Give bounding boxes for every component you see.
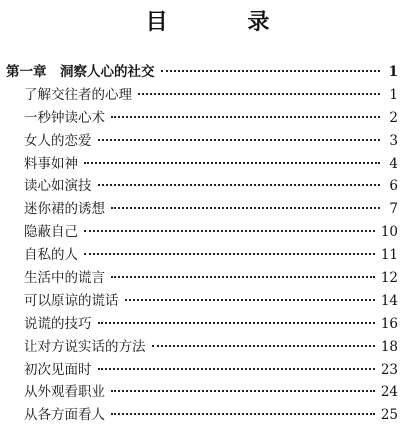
toc-entry[interactable] — [6, 336, 398, 359]
toc-entry[interactable] — [6, 130, 398, 153]
entry-title: 初次见面时 — [24, 361, 92, 378]
entry-title: 女人的恋爱 — [24, 132, 92, 149]
page-number: 3 — [389, 132, 398, 149]
page-number: 14 — [380, 292, 398, 309]
entry-title: 可以原谅的谎话 — [24, 292, 119, 309]
entry-title: 读心如演技 — [24, 178, 92, 195]
entry-title: 说谎的技巧 — [24, 315, 92, 332]
toc-entry[interactable] — [6, 221, 398, 244]
dot-leader — [98, 139, 381, 141]
dot-leader — [111, 276, 375, 278]
toc-entry[interactable] — [6, 175, 398, 198]
page-number: 10 — [380, 224, 398, 241]
dot-leader — [98, 184, 381, 186]
page-number: 16 — [380, 315, 398, 332]
page-number: 7 — [389, 201, 398, 218]
dot-leader — [84, 253, 375, 255]
entry-title: 料事如神 — [24, 155, 78, 172]
page-title: 目 录 — [145, 9, 306, 35]
page-number: 23 — [380, 361, 398, 378]
dot-leader — [98, 368, 375, 370]
page-number: 12 — [380, 270, 398, 287]
entry-title: 迷你裙的诱想 — [24, 201, 105, 218]
entry-title: 从各方面看人 — [24, 407, 105, 424]
page-number: 25 — [380, 407, 398, 424]
entry-title: 一秒钟读心术 — [24, 109, 105, 126]
dot-leader — [111, 413, 375, 415]
toc-entry[interactable] — [6, 107, 398, 130]
page-number: 4 — [389, 155, 398, 172]
table-of-contents — [6, 61, 398, 427]
entry-title: 自私的人 — [24, 247, 78, 264]
dot-leader — [84, 162, 380, 164]
entry-title: 生活中的谎言 — [24, 270, 105, 287]
dot-leader — [111, 116, 380, 118]
dot-leader — [111, 390, 375, 392]
page-number: 1 — [389, 86, 398, 103]
page-number: 18 — [380, 338, 398, 355]
entry-title: 隐蔽自己 — [24, 224, 78, 241]
page-number: 24 — [380, 384, 398, 401]
toc-entry[interactable] — [6, 244, 398, 267]
dot-leader — [152, 345, 375, 347]
dot-leader — [138, 93, 380, 95]
dot-leader — [111, 207, 380, 209]
toc-chapter-row[interactable] — [6, 61, 398, 84]
page-number: 11 — [380, 247, 398, 264]
page-number: 2 — [389, 109, 398, 126]
toc-entry[interactable] — [6, 381, 398, 404]
dot-leader — [84, 230, 375, 232]
toc-entry[interactable] — [6, 267, 398, 290]
toc-entry[interactable] — [6, 198, 398, 221]
page-number: 6 — [389, 178, 398, 195]
toc-entry[interactable] — [6, 359, 398, 382]
page-number: 1 — [388, 64, 398, 80]
chapter-title: 第一章 洞察人心的社交 — [6, 64, 155, 80]
toc-entry[interactable] — [6, 153, 398, 176]
toc-entry[interactable] — [6, 313, 398, 336]
dot-leader — [161, 70, 381, 72]
toc-entry[interactable] — [6, 290, 398, 313]
entry-title: 从外观看职业 — [24, 384, 105, 401]
toc-entry[interactable] — [6, 404, 398, 427]
dot-leader — [125, 299, 375, 301]
dot-leader — [98, 322, 375, 324]
entry-title: 了解交往者的心理 — [24, 86, 132, 103]
toc-entry[interactable] — [6, 84, 398, 107]
entry-title: 让对方说实话的方法 — [24, 338, 146, 355]
